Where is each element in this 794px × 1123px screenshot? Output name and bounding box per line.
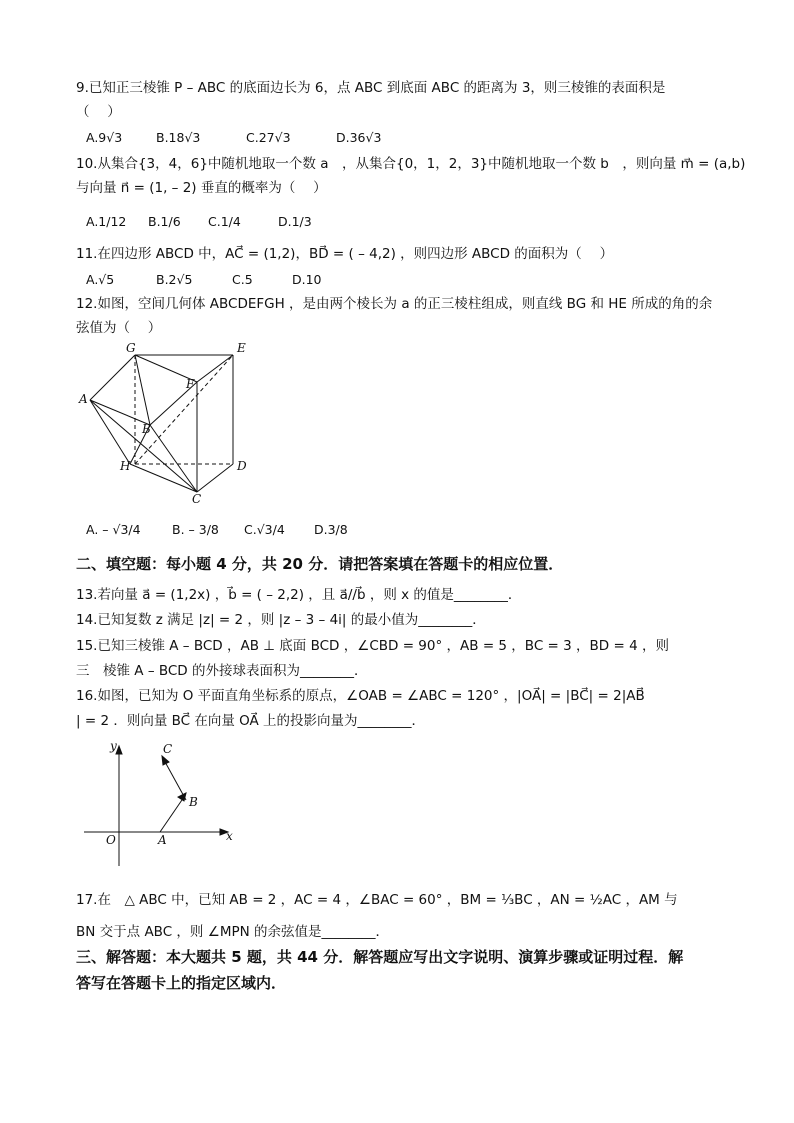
section2-heading: 二、填空题：每小题 4 分，共 20 分．请把答案填在答题卡的相应位置． [76, 555, 564, 573]
label-D: D [237, 459, 247, 473]
section3-heading-line2: 答写在答题卡上的指定区域内． [76, 974, 287, 992]
section3-heading-line1: 三、解答题：本大题共 5 题，共 44 分．解答题应写出文字说明、演算步骤或证明过程．解 [76, 948, 684, 966]
q11-option-c: C.5 [232, 272, 253, 287]
y-axis-arrowhead [116, 746, 122, 754]
label-C: C [192, 492, 202, 506]
q9-option-a: A.9√3 [86, 130, 123, 145]
q12-option-b: B. – 3/8 [172, 522, 219, 537]
q11-option-a: A.√5 [86, 272, 115, 287]
q9-option-c: C.27√3 [246, 130, 291, 145]
q9-option-d: D.36√3 [336, 130, 382, 145]
label-B: B [189, 795, 198, 809]
q15-stem-line2: 三 棱锥 A – BCD 的外接球表面积为________． [76, 663, 368, 679]
label-H: H [120, 459, 131, 473]
q10-option-b: B.1/6 [148, 214, 181, 229]
vector-BC [164, 760, 186, 800]
q12-option-d: D.3/8 [314, 522, 348, 537]
q15-stem-line1: 15.已知三棱锥 A – BCD ，AB ⊥ 底面 BCD ，∠CBD = 90° ，AB = 5 ，BC = 3 ，BD = 4 ，则 [76, 638, 669, 654]
q16-stem-line1: 16.如图，已知为 O 平面直角坐标系的原点，∠OAB = ∠ABC = 120° ，|OA⃗| = |BC⃗| = 2|AB⃗ [76, 688, 645, 704]
q10-stem-line2: 与向量 n⃗ = (1, – 2) 垂直的概率为（ ） [76, 180, 327, 196]
label-E: E [237, 341, 246, 355]
q11-option-b: B.2√5 [156, 272, 193, 287]
label-O: O [106, 833, 116, 847]
label-x: x [226, 829, 233, 843]
q12-stem-line2: 弦值为（ ） [76, 320, 162, 336]
q17-stem-line1: 17.在 △ ABC 中，已知 AB = 2 ，AC = 4 ，∠BAC = 60° ，BM = ⅓BC ，AN = ½AC ，AM 与 [76, 892, 678, 908]
q10-option-c: C.1/4 [208, 214, 241, 229]
label-B: B [142, 422, 151, 436]
label-C: C [163, 742, 173, 756]
q11-stem: 11.在四边形 ABCD 中，AC⃗ = (1,2)，BD⃗ = ( – 4,2) ，则四边形 ABCD 的面积为（ ） [76, 246, 614, 262]
label-y: y [110, 739, 117, 753]
vector-BC-arrowhead [162, 756, 169, 765]
label-G: G [126, 341, 136, 355]
q9-option-b: B.18√3 [156, 130, 201, 145]
q17-stem-line2: BN 交于点 ABC ，则 ∠MPN 的余弦值是________． [76, 924, 389, 940]
q12-option-c: C.√3/4 [244, 522, 285, 537]
q10-stem-line1: 10.从集合{3，4，6}中随机地取一个数 a ，从集合{0，1，2，3}中随机地取一个数 b ，则向量 m⃗ = (a,b) [76, 156, 746, 172]
q13-stem: 13.若向量 a⃗ = (1,2x) ，b⃗ = ( – 2,2) ，且 a⃗//b⃗ ，则 x 的值是________． [76, 587, 522, 603]
q9-stem-line1: 9.已知正三棱锥 P – ABC 的底面边长为 6，点 ABC 到底面 ABC 的距离为 3，则三棱锥的表面积是 [76, 80, 666, 96]
label-F: F [186, 377, 195, 391]
q16-stem-line2: | = 2 ．则向量 BC⃗ 在向量 OA⃗ 上的投影向量为________． [76, 713, 426, 729]
q14-stem: 14.已知复数 z 满足 |z| = 2 ，则 |z – 3 – 4i| 的最小值为________． [76, 612, 486, 628]
q12-option-a: A. – √3/4 [86, 522, 141, 537]
label-A: A [158, 833, 167, 847]
vector-AB [160, 797, 184, 832]
label-A: A [79, 392, 88, 406]
q10-option-d: D.1/3 [278, 214, 312, 229]
q9-stem-line2: （ ） [76, 104, 121, 120]
q11-option-d: D.10 [292, 272, 322, 287]
q12-stem-line1: 12.如图，空间几何体 ABCDEFGH ，是由两个棱长为 a 的正三棱柱组成，则直线 BG 和 HE 所成的角的余 [76, 296, 713, 312]
q10-option-a: A.1/12 [86, 214, 127, 229]
